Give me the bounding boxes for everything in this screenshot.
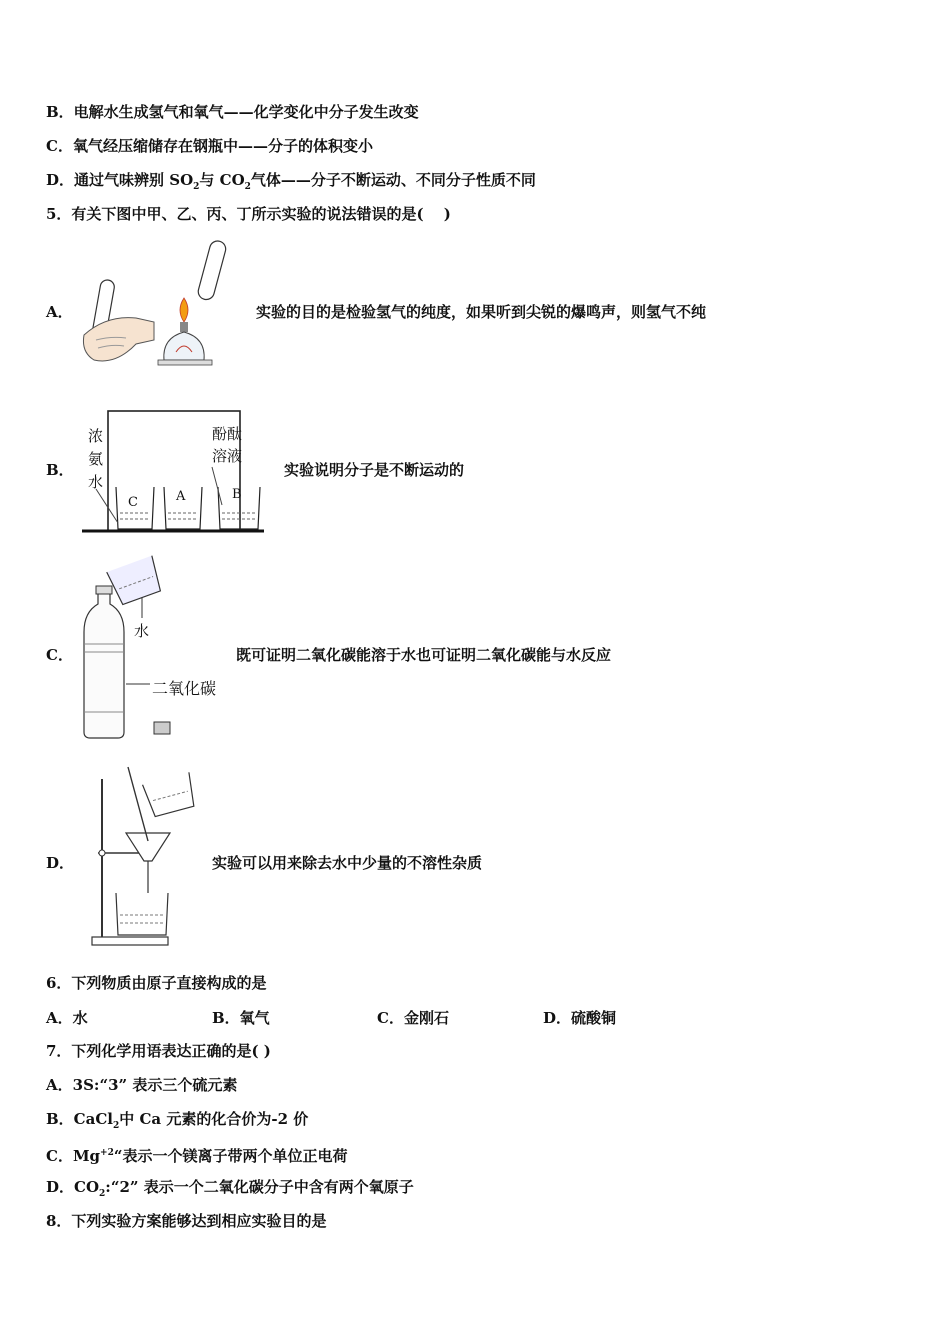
q7-option-c: C．$Mg^{+2}“$表示一个镁离子带两个单位正电荷 xyxy=(46,1147,348,1165)
q7-stem: 7．下列化学用语表达正确的是( ) xyxy=(46,1042,271,1060)
q5-stem: 5．有关下图中甲、乙、丙、丁所示实验的说法错误的是( ) xyxy=(46,205,451,223)
q5-option-d-text: 实验可以用来除去水中少量的不溶性杂质 xyxy=(212,854,483,872)
q5-option-a-label: A． xyxy=(46,303,73,321)
q6-option-a: A．水 xyxy=(46,1009,88,1027)
q7-option-b: B．CaCl$_2$中 Ca 元素的化合价为-2 价 xyxy=(46,1110,309,1131)
q7-option-a: A．3S:“3” 表示三个硫元素 xyxy=(46,1076,238,1094)
q8-stem: 8．下列实验方案能够达到相应实验目的是 xyxy=(46,1212,327,1230)
q5-option-c-text: 既可证明二氧化碳能溶于水也可证明二氧化碳能与水反应 xyxy=(236,646,612,664)
q6-option-d: D．硫酸铜 xyxy=(543,1009,617,1027)
q4-option-d: D．通过气味辨别 $SO_2$与 $CO_2$气体——分子不断运动、不同分子性质不同 xyxy=(46,171,536,192)
water-label: 水 xyxy=(134,622,150,640)
beaker-c-label: C xyxy=(128,495,138,510)
hydrogen-purity-test-figure xyxy=(76,240,236,375)
ammonia-label-1: 浓 xyxy=(88,427,104,445)
q4-option-b: B．电解水生成氢气和氧气——化学变化中分子发生改变 xyxy=(46,103,419,121)
q5-option-b-text: 实验说明分子是不断运动的 xyxy=(284,461,465,479)
ammonia-label-3: 水 xyxy=(88,473,104,491)
phenolphthalein-label-2: 溶液 xyxy=(212,447,243,465)
phenolphthalein-label-1: 酚酞 xyxy=(212,425,243,443)
filtration-figure xyxy=(86,765,201,950)
co2-bottle-figure xyxy=(78,552,228,742)
co2-label: 二氧化碳 xyxy=(152,679,217,698)
ammonia-label-2: 氨 xyxy=(88,450,104,468)
q5-option-d-label: D． xyxy=(46,854,75,872)
q5-option-b-label: B． xyxy=(46,461,74,479)
q5-option-a-text: 实验的目的是检验氢气的纯度，如果听到尖锐的爆鸣声，则氢气不纯 xyxy=(256,303,707,321)
q6-option-b: B．氧气 xyxy=(212,1009,270,1027)
q5-option-c-label: C． xyxy=(46,646,73,664)
ammonia-diffusion-figure xyxy=(82,405,267,535)
q7-option-d: D．$CO_2:“2$” 表示一个二氧化碳分子中含有两个氧原子 xyxy=(46,1178,414,1199)
beaker-a-label: A xyxy=(176,489,186,504)
q4-option-c: C．氧气经压缩储存在钢瓶中——分子的体积变小 xyxy=(46,137,373,155)
q6-option-c: C．金刚石 xyxy=(377,1009,449,1027)
beaker-b-label: B xyxy=(232,487,242,502)
q6-stem: 6．下列物质由原子直接构成的是 xyxy=(46,974,267,992)
